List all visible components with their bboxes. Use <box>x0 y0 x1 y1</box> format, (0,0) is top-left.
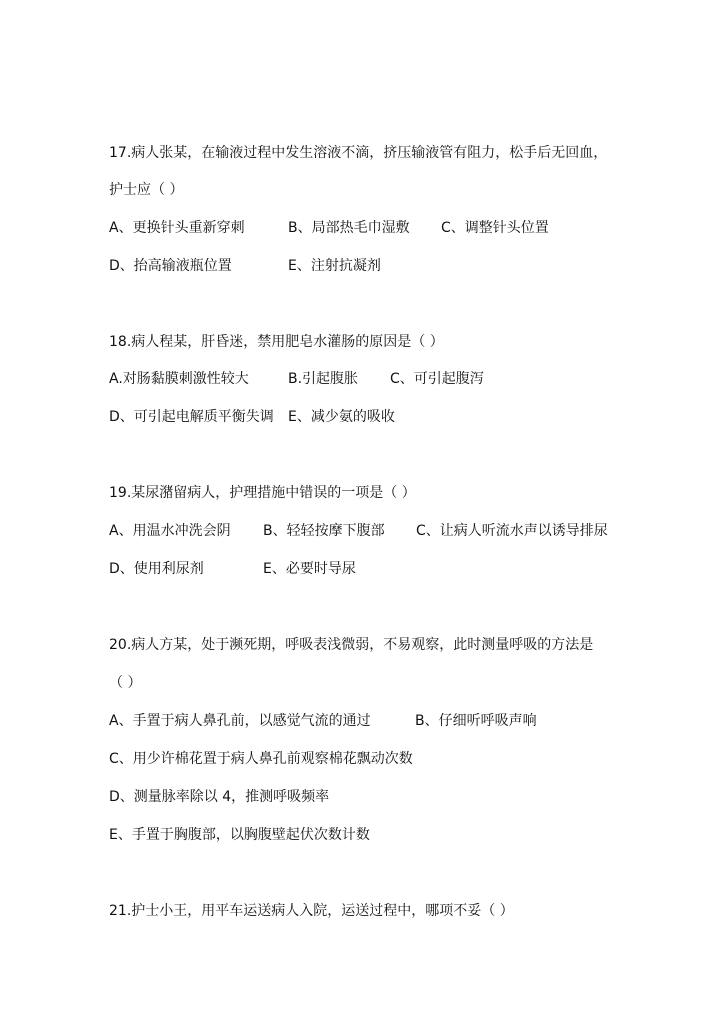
question-18-option-b: B.引起腹胀 <box>288 371 359 387</box>
question-20-stem-line2: （ ） <box>109 675 142 691</box>
question-19-stem: 19.某尿潴留病人，护理措施中错误的一项是（ ） <box>109 485 416 501</box>
question-17-option-a: A、更换针头重新穿刺 <box>109 220 245 236</box>
question-19-option-e: E、必要时导尿 <box>263 561 356 577</box>
question-20-option-b: B、仔细听呼吸声响 <box>415 713 537 729</box>
question-20-option-c: C、用少许棉花置于病人鼻孔前观察棉花飘动次数 <box>109 751 413 767</box>
question-17-stem-line2: 护士应（ ） <box>109 182 184 198</box>
question-17-option-b: B、局部热毛巾湿敷 <box>288 220 410 236</box>
question-21-stem: 21.护士小王，用平车运送病人入院，运送过程中，哪项不妥（ ） <box>109 903 514 919</box>
question-20-option-a: A、手置于病人鼻孔前，以感觉气流的通过 <box>109 713 371 729</box>
question-18-stem: 18.病人程某，肝昏迷，禁用肥皂水灌肠的原因是（ ） <box>109 334 444 350</box>
question-18-option-a: A.对肠黏膜刺激性较大 <box>109 371 249 387</box>
question-17-option-d: D、抬高输液瓶位置 <box>109 258 232 274</box>
question-17-stem-line1: 17.病人张某，在输液过程中发生溶液不滴，挤压输液管有阻力，松手后无回血， <box>109 145 608 161</box>
question-19-option-b: B、轻轻按摩下腹部 <box>263 523 385 539</box>
question-19-option-a: A、用温水冲洗会阴 <box>109 523 231 539</box>
question-18-option-d: D、可引起电解质平衡失调 <box>109 409 274 425</box>
question-20-option-e: E、手置于胸腹部，以胸腹壁起伏次数计数 <box>109 827 370 843</box>
question-20-stem-line1: 20.病人方某，处于濒死期，呼吸表浅微弱，不易观察，此时测量呼吸的方法是 <box>109 637 594 653</box>
question-17-option-e: E、注射抗凝剂 <box>288 258 381 274</box>
question-20-option-d: D、测量脉率除以 4，推测呼吸频率 <box>109 789 330 805</box>
question-18-option-e: E、减少氨的吸收 <box>288 409 395 425</box>
question-19-option-c: C、让病人听流水声以诱导排尿 <box>416 523 608 539</box>
question-18-option-c: C、可引起腹泻 <box>390 371 484 387</box>
question-19-option-d: D、使用利尿剂 <box>109 561 204 577</box>
question-17-option-c: C、调整针头位置 <box>441 220 549 236</box>
